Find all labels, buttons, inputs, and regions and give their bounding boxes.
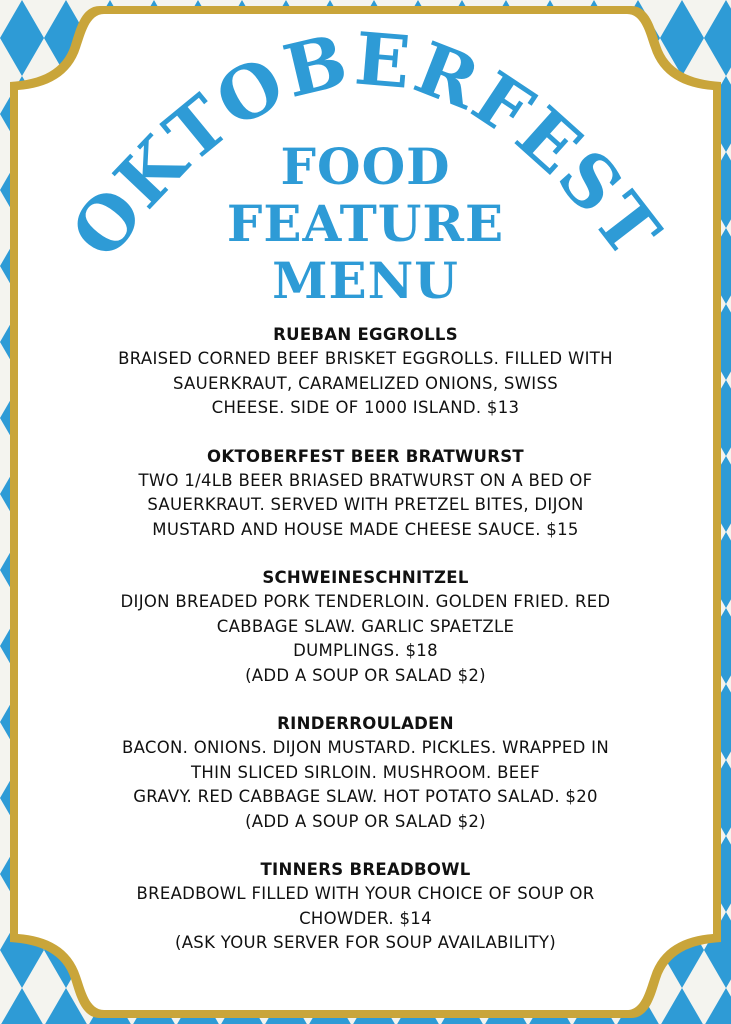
description-line: (ASK YOUR SERVER FOR SOUP AVAILABILITY) [174, 933, 557, 952]
item-description [60, 347, 671, 421]
title-menu: MENU [272, 251, 459, 310]
item-name: SCHWEINESCHNITZEL [262, 568, 469, 587]
item-description [60, 590, 671, 688]
description-line: (ADD A SOUP OR SALAD $2) [245, 665, 486, 685]
description-line: CHEESE. SIDE OF 1000 ISLAND. $13 [211, 398, 520, 417]
item-description [60, 882, 671, 956]
description-line: GRAVY. RED CABBAGE SLAW. HOT POTATO SALAD. $20 [133, 787, 598, 806]
description-line: (ADD A SOUP OR SALAD $2) [245, 811, 486, 831]
description-line: BACON. ONIONS. DIJON MUSTARD. PICKLES. WRAPPED IN [121, 738, 609, 757]
menu-item [60, 445, 671, 543]
item-name: OKTOBERFEST BEER BRATWURST [207, 446, 524, 466]
description-line: BRAISED CORNED BEEF BRISKET EGGROLLS. FILLED WITH [118, 349, 613, 368]
description-line: BREADBOWL FILLED WITH YOUR CHOICE OF SOUP OR [136, 884, 595, 903]
item-description [60, 736, 671, 834]
item-name: RUEBAN EGGROLLS [273, 325, 458, 344]
arch-title-text: OKTOBERFEST [54, 15, 679, 274]
description-line: TWO 1/4LB BEER BRIASED BRATWURST ON A BED OF [138, 470, 593, 490]
menu-item [60, 323, 671, 421]
description-line: CHOWDER. $14 [299, 908, 432, 928]
menu-item [60, 858, 671, 956]
item-name: RINDERROULADEN [277, 714, 454, 733]
menu-item [60, 566, 671, 688]
description-line: THIN SLICED SIRLOIN. MUSHROOM. BEEF [191, 762, 540, 782]
description-line: DIJON BREADED PORK TENDERLOIN. GOLDEN FRIED. RED [120, 592, 611, 611]
description-line: SAUERKRAUT. SERVED WITH PRETZEL BITES, DIJON [147, 495, 584, 514]
description-line: CABBAGE SLAW. GARLIC SPAETZLE [216, 616, 515, 636]
description-line: DUMPLINGS. $18 [293, 641, 438, 660]
description-line: SAUERKRAUT, CARAMELIZED ONIONS, SWISS [172, 373, 559, 393]
menu-item [60, 712, 671, 834]
title-feature: FEATURE [226, 194, 505, 253]
item-name: TINNERS BREADBOWL [260, 860, 471, 879]
menu-list [60, 323, 671, 980]
description-line: MUSTARD AND HOUSE MADE CHEESE SAUCE. $15 [152, 519, 579, 539]
item-description [60, 469, 671, 543]
title-food: FOOD [280, 137, 451, 196]
